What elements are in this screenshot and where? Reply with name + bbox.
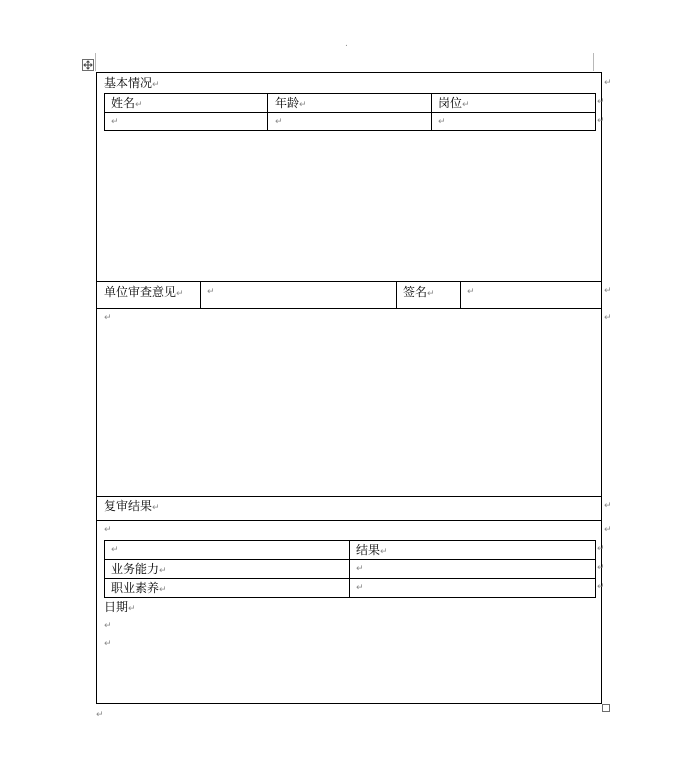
result-header: 结果: [356, 543, 381, 557]
age-header: 年龄: [275, 96, 300, 110]
review-divider-3: [460, 281, 461, 309]
paragraph-return-icon: ↵: [462, 100, 470, 110]
basic-table-col-2: [267, 93, 268, 131]
outer-row-end-mark-4: ↵: [604, 501, 612, 511]
basic-table-right: [595, 93, 596, 131]
professional-quality-label: 职业素养: [111, 581, 160, 595]
name-header: 姓名: [111, 96, 136, 110]
date-line[interactable]: [104, 600, 136, 614]
row-separator-recheck-body: [96, 520, 602, 521]
paragraph-return-icon: ↵: [299, 100, 307, 110]
resize-square-icon[interactable]: [602, 704, 610, 712]
position-header: 岗位: [438, 96, 463, 110]
business-ability-cell[interactable]: [111, 562, 167, 576]
row-end-mark-3: ↵: [597, 544, 605, 554]
paragraph-return-icon: ↵: [176, 289, 184, 299]
basic-table-bottom: [104, 130, 596, 131]
outer-row-end-mark-2: ↵: [604, 286, 612, 296]
paragraph-return-icon: ↵: [152, 503, 160, 513]
table-move-handle[interactable]: [82, 59, 94, 71]
basic-table-mid: [104, 112, 596, 113]
recheck-table-mid: [349, 540, 350, 598]
paragraph-return-icon: ↵: [128, 604, 136, 614]
review-divider-1: [200, 281, 201, 309]
blank-line-2[interactable]: ↵: [104, 639, 112, 649]
row-separator-space-recheck: [96, 496, 602, 497]
name-value-cell[interactable]: ↵: [111, 117, 119, 127]
paragraph-return-icon: ↵: [380, 547, 388, 557]
recheck-table-right: [595, 540, 596, 598]
unit-opinion-cell[interactable]: [104, 285, 184, 299]
signature-label: 签名: [403, 285, 428, 299]
outer-border-top: [96, 72, 602, 73]
outer-row-end-mark-3: ↵: [604, 313, 612, 323]
outer-border-left: [96, 72, 97, 704]
recheck-corner-cell[interactable]: ↵: [111, 545, 119, 555]
professional-quality-result-cell[interactable]: ↵: [356, 583, 364, 593]
unit-opinion-label: 单位审查意见: [104, 285, 177, 299]
business-ability-result-cell[interactable]: ↵: [356, 564, 364, 574]
position-header-cell[interactable]: [438, 96, 470, 110]
recheck-table-row-2: [104, 578, 596, 579]
paragraph-return-icon: ↵: [152, 80, 160, 90]
outer-border-right: [601, 72, 602, 704]
signature-value-cell[interactable]: ↵: [467, 287, 475, 297]
row-end-mark-5: ↵: [597, 582, 605, 592]
basic-table-left: [104, 93, 105, 131]
recheck-table-row-1: [104, 559, 596, 560]
blank-line-1[interactable]: ↵: [104, 621, 112, 631]
after-table-mark: ↵: [96, 710, 104, 720]
row-separator-review-space: [96, 308, 602, 309]
business-ability-label: 业务能力: [111, 562, 160, 576]
recheck-table-top: [104, 540, 596, 541]
professional-quality-cell[interactable]: [111, 581, 167, 595]
row-end-mark-4: ↵: [597, 563, 605, 573]
basic-info-heading-text: 基本情况: [104, 76, 153, 90]
outer-row-end-mark-5: ↵: [604, 525, 612, 535]
recheck-heading: [104, 499, 160, 513]
paragraph-return-icon: ↵: [159, 585, 167, 595]
signature-cell[interactable]: [403, 285, 435, 299]
opinion-body-cell[interactable]: ↵: [104, 313, 112, 323]
age-header-cell[interactable]: [275, 96, 307, 110]
paragraph-return-icon: ↵: [159, 566, 167, 576]
header-mark: .: [345, 39, 348, 49]
review-divider-2: [396, 281, 397, 309]
move-cross-icon: [83, 60, 93, 70]
outer-row-end-mark-1: ↵: [604, 78, 612, 88]
unit-opinion-value-cell[interactable]: ↵: [207, 287, 215, 297]
position-value-cell[interactable]: ↵: [438, 117, 446, 127]
recheck-table-left: [104, 540, 105, 598]
result-header-cell[interactable]: [356, 543, 388, 557]
recheck-body-start-mark: ↵: [104, 525, 112, 535]
name-header-cell[interactable]: [111, 96, 143, 110]
outer-border-bottom: [96, 703, 602, 704]
row-separator-basic-review: [96, 281, 602, 282]
basic-table-top: [104, 93, 596, 94]
paragraph-return-icon: ↵: [427, 289, 435, 299]
paragraph-return-icon: ↵: [135, 100, 143, 110]
margin-corner-left-vertical: [95, 53, 96, 71]
date-label: 日期: [104, 600, 129, 614]
row-end-mark-2: ↵: [597, 116, 605, 126]
basic-info-heading: [104, 76, 160, 90]
row-end-mark-1: ↵: [597, 97, 605, 107]
recheck-heading-text: 复审结果: [104, 499, 153, 513]
basic-table-col-3: [431, 93, 432, 131]
recheck-table-bottom: [104, 597, 596, 598]
age-value-cell[interactable]: ↵: [275, 117, 283, 127]
margin-corner-right-vertical: [593, 53, 594, 71]
